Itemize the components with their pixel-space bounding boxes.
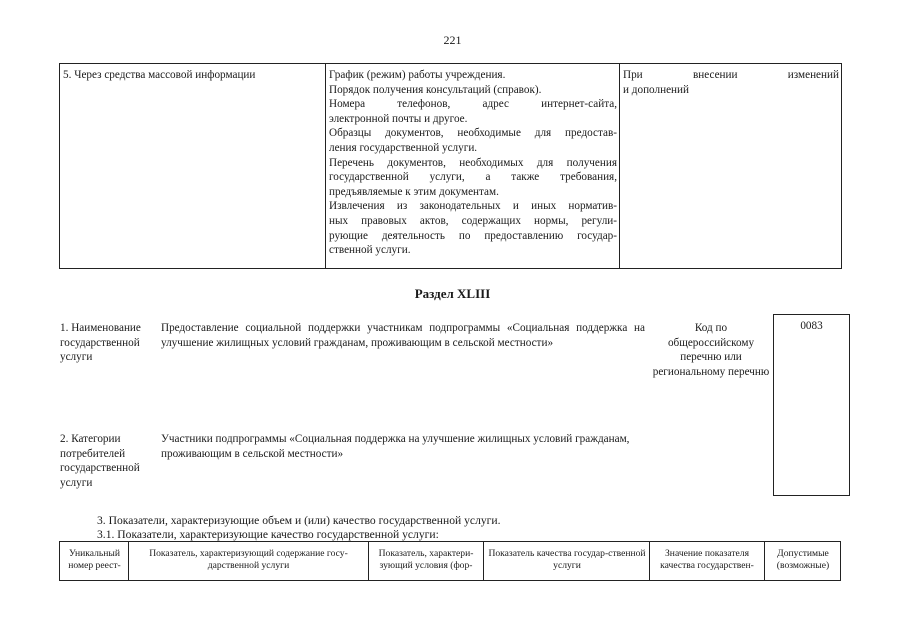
section-title: Раздел XLIII (414, 286, 491, 301)
info-content-line: Номера телефонов, адрес интернет-сайта, (329, 98, 617, 111)
service-name-text: Предоставление социальной поддержки участникам подпрограммы «Социальная поддержка на улучшение жилищных условий гражданам, проживающим в сельской местности» (161, 322, 645, 349)
table-divider (764, 542, 765, 580)
info-content-line: ления государственной услуги. (329, 141, 478, 154)
code-label: Код по общероссийскому перечню или региональному перечню (652, 322, 770, 378)
service-name-label: 1. Наименование государственной услуги (60, 322, 141, 364)
info-content-line: предъявляемые к этим документам. (329, 185, 499, 198)
update-frequency-line: и дополнений (623, 83, 689, 96)
update-frequency-line: При внесении изменений (623, 69, 839, 81)
column-header: Показатель качества государ-ственной услуги (488, 548, 646, 572)
code-box (773, 314, 850, 496)
info-content-line: ных правовых актов, содержащих нормы, регули- (329, 214, 617, 227)
info-content-line: Образцы документов, необходимые для предостав- (329, 127, 617, 140)
info-content-cell (329, 68, 617, 258)
info-content-line: Извлечения из законодательных и иных норматив- (329, 200, 617, 213)
column-header: Уникальный номер реест- (68, 548, 121, 572)
table-divider (368, 542, 369, 580)
info-content-line: рующие деятельность по предоставлению государ- (329, 229, 617, 242)
column-header: Допустимые (возможные) (776, 548, 830, 572)
channel-cell: 5. Через средства массовой информации (63, 69, 256, 81)
table-divider (619, 64, 620, 268)
table-divider (128, 542, 129, 580)
quality-indicators-table (59, 541, 841, 581)
consumer-category-label: 2. Категории потребителей государственной услуги (60, 433, 140, 489)
consumer-category-text: Участники подпрограммы «Социальная поддержка на улучшение жилищных условий гражданам, проживающим в сельской местности» (161, 433, 630, 460)
column-header: Показатель, характери-зующий условия (фор- (378, 548, 474, 572)
table-divider (649, 542, 650, 580)
info-content-line: государственной услуги, а также требования, (329, 171, 617, 184)
column-header: Показатель, характеризующий содержание госу-дарственной услуги (149, 548, 348, 572)
info-content-line: Перечень документов, необходимых для получения (329, 156, 617, 169)
page-number: 221 (443, 33, 462, 47)
info-content-line: ственной услуги. (329, 244, 411, 257)
quality-heading: 3.1. Показатели, характеризующие качество государственной услуги: (97, 528, 439, 541)
info-content-line: электронной почты и другое. (329, 112, 468, 125)
info-content-line: График (режим) работы учреждения. (329, 69, 506, 81)
code-value: 0083 (800, 320, 823, 332)
info-content-line: Порядок получения консультаций (справок). (329, 83, 542, 96)
update-frequency-cell (623, 68, 839, 97)
indicators-heading: 3. Показатели, характеризующие объем и (или) качество государственной услуги. (97, 514, 501, 527)
column-header: Значение показателя качества государствен- (660, 548, 754, 572)
info-channel-table (59, 63, 842, 269)
table-divider (325, 64, 326, 268)
table-divider (483, 542, 484, 580)
